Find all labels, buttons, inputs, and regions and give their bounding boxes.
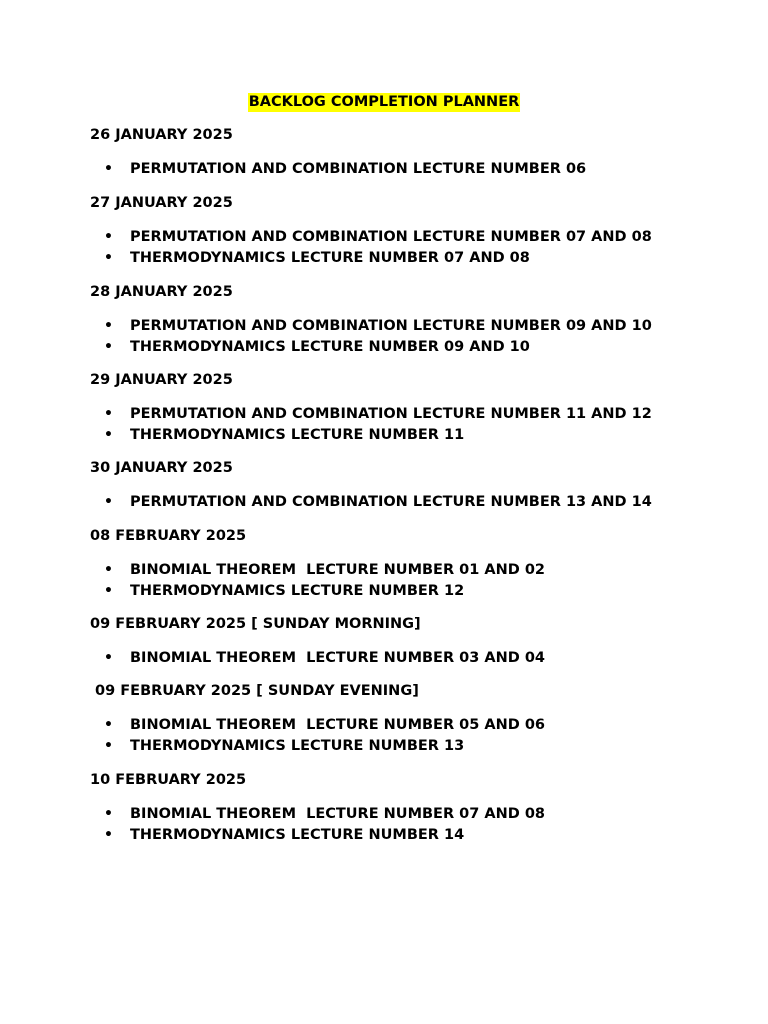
item-list: [90, 316, 730, 358]
bullet-icon: •: [104, 494, 113, 510]
item-text: PERMUTATION AND COMBINATION LECTURE NUMBER 06: [130, 161, 587, 177]
day-date: 09 FEBRUARY 2025 [ SUNDAY MORNING]: [90, 616, 421, 632]
list-item: [90, 804, 730, 825]
list-item: [90, 248, 730, 269]
item-list: [90, 159, 730, 180]
day-section: [90, 282, 730, 358]
day-date: 28 JANUARY 2025: [90, 284, 233, 300]
item-text: BINOMIAL THEOREM LECTURE NUMBER 01 AND 02: [130, 562, 546, 578]
bullet-icon: •: [104, 717, 113, 733]
bullet-icon: •: [104, 229, 113, 245]
item-list: [90, 715, 730, 757]
day-section: [90, 614, 730, 669]
item-text: BINOMIAL THEOREM LECTURE NUMBER 03 AND 04: [130, 650, 546, 666]
item-text: PERMUTATION AND COMBINATION LECTURE NUMBER 13 AND 14: [130, 494, 652, 510]
bullet-icon: •: [104, 318, 113, 334]
item-text: BINOMIAL THEOREM LECTURE NUMBER 07 AND 08: [130, 806, 546, 822]
day-section: [90, 770, 730, 846]
item-list: [90, 404, 730, 446]
item-text: THERMODYNAMICS LECTURE NUMBER 14: [130, 827, 465, 843]
bullet-icon: •: [104, 406, 113, 422]
item-text: THERMODYNAMICS LECTURE NUMBER 11: [130, 427, 465, 443]
page-title: BACKLOG COMPLETION PLANNER: [248, 94, 520, 110]
bullet-icon: •: [104, 250, 113, 266]
day-section: [90, 458, 730, 513]
day-date: 26 JANUARY 2025: [90, 127, 233, 143]
item-list: [90, 804, 730, 846]
bullet-icon: •: [104, 806, 113, 822]
list-item: [90, 648, 730, 669]
list-item: [90, 581, 730, 602]
list-item: [90, 736, 730, 757]
day-section: [90, 125, 730, 180]
bullet-icon: •: [104, 339, 113, 355]
item-text: PERMUTATION AND COMBINATION LECTURE NUMBER 09 AND 10: [130, 318, 652, 334]
day-section: [90, 526, 730, 602]
list-item: [90, 337, 730, 358]
bullet-icon: •: [104, 427, 113, 443]
list-item: [90, 715, 730, 736]
bullet-icon: •: [104, 827, 113, 843]
item-text: THERMODYNAMICS LECTURE NUMBER 13: [130, 738, 465, 754]
day-date: 27 JANUARY 2025: [90, 195, 233, 211]
item-list: [90, 648, 730, 669]
list-item: [90, 159, 730, 180]
title-container: [0, 91, 768, 112]
item-list: [90, 560, 730, 602]
list-item: [90, 825, 730, 846]
bullet-icon: •: [104, 738, 113, 754]
item-text: THERMODYNAMICS LECTURE NUMBER 07 AND 08: [130, 250, 530, 266]
day-section: [90, 370, 730, 446]
item-list: [90, 492, 730, 513]
day-date: 09 FEBRUARY 2025 [ SUNDAY EVENING]: [90, 683, 419, 699]
bullet-icon: •: [104, 161, 113, 177]
bullet-icon: •: [104, 583, 113, 599]
list-item: [90, 492, 730, 513]
day-section: [90, 681, 730, 757]
day-date: 30 JANUARY 2025: [90, 460, 233, 476]
day-date: 29 JANUARY 2025: [90, 372, 233, 388]
list-item: [90, 425, 730, 446]
list-item: [90, 404, 730, 425]
item-text: THERMODYNAMICS LECTURE NUMBER 12: [130, 583, 465, 599]
item-list: [90, 227, 730, 269]
item-text: PERMUTATION AND COMBINATION LECTURE NUMBER 07 AND 08: [130, 229, 652, 245]
day-section: [90, 193, 730, 269]
item-text: PERMUTATION AND COMBINATION LECTURE NUMBER 11 AND 12: [130, 406, 652, 422]
day-date: 10 FEBRUARY 2025: [90, 772, 247, 788]
list-item: [90, 227, 730, 248]
list-item: [90, 316, 730, 337]
bullet-icon: •: [104, 650, 113, 666]
list-item: [90, 560, 730, 581]
item-text: BINOMIAL THEOREM LECTURE NUMBER 05 AND 06: [130, 717, 546, 733]
item-text: THERMODYNAMICS LECTURE NUMBER 09 AND 10: [130, 339, 530, 355]
bullet-icon: •: [104, 562, 113, 578]
day-date: 08 FEBRUARY 2025: [90, 528, 247, 544]
